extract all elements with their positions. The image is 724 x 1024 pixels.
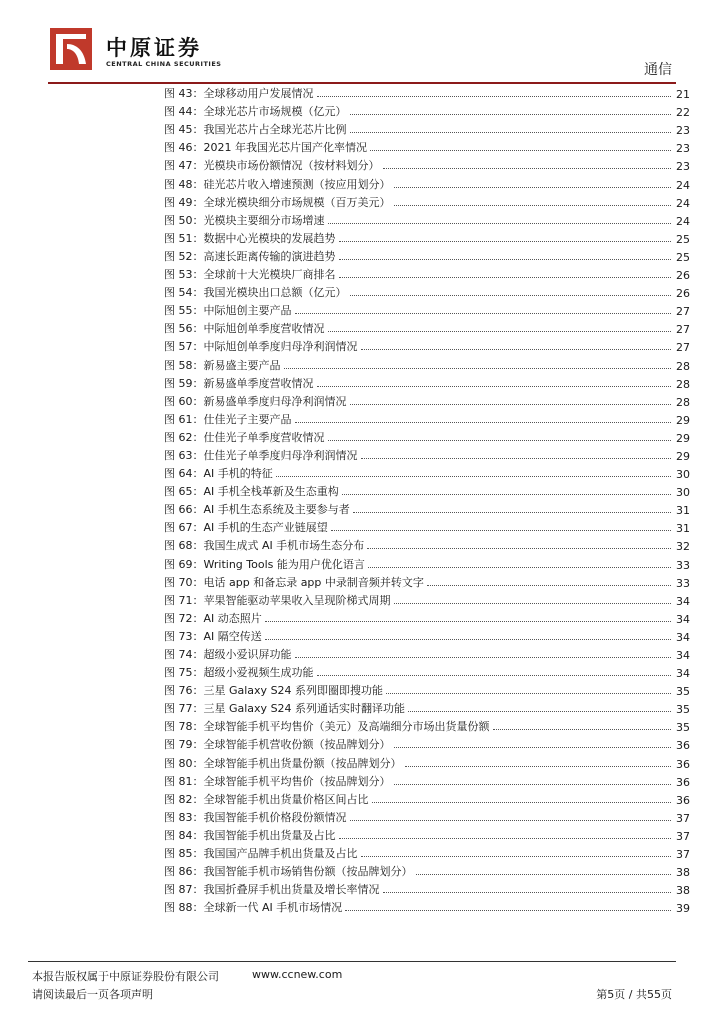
toc-entry-page: 23 [676,142,690,156]
toc-entry-label: 图 47：光模块市场份额情况（按材料划分） [164,159,380,173]
toc-entry[interactable] [164,590,690,608]
toc-entry[interactable] [164,445,690,463]
toc-entry-label: 图 63：仕佳光子单季度归母净利润情况 [164,448,358,462]
toc-dot-leader [350,404,672,405]
toc-entry[interactable] [164,137,690,155]
toc-entry-label: 图 59：新易盛单季度营收情况 [164,376,314,390]
toc-dot-leader [394,205,672,206]
toc-entry[interactable] [164,752,690,770]
toc-entry-page: 36 [676,757,690,771]
toc-dot-leader [353,512,671,513]
toc-dot-leader [350,295,672,296]
toc-entry[interactable] [164,210,690,228]
toc-entry-label: 图 65：AI 手机全栈革新及生态重构 [164,485,339,499]
toc-entry[interactable] [164,698,690,716]
toc-entry[interactable] [164,535,690,553]
toc-entry-label: 图 54：我国光模块出口总额（亿元） [164,286,347,300]
toc-dot-leader [350,114,672,115]
toc-entry-label: 图 76：三星 Galaxy S24 系列即圈即搜功能 [164,684,384,698]
toc-entry-page: 37 [676,829,690,843]
toc-entry[interactable] [164,843,690,861]
toc-dot-leader [368,567,671,568]
toc-entry-label: 图 75：超级小爱视频生成功能 [164,666,314,680]
toc-entry[interactable] [164,264,690,282]
toc-entry-page: 34 [676,612,690,626]
logo-text-en: CENTRAL CHINA SECURITIES [106,60,222,68]
toc-entry[interactable] [164,409,690,427]
toc-dot-leader [493,729,672,730]
toc-dot-leader [284,368,672,369]
toc-entry-page: 35 [676,721,690,735]
toc-entry[interactable] [164,463,690,481]
toc-entry-page: 35 [676,703,690,717]
toc-entry[interactable] [164,517,690,535]
toc-entry-label: 图 50：光模块主要细分市场增速 [164,213,325,227]
toc-entry-label: 图 55：中际旭创主要产品 [164,304,292,318]
toc-entry-label: 图 80：全球智能手机出货量份额（按品牌划分） [164,756,402,770]
toc-entry[interactable] [164,373,690,391]
toc-entry-label: 图 66：AI 手机生态系统及主要参与者 [164,503,350,517]
toc-entry-page: 37 [676,848,690,862]
toc-entry-page: 24 [676,178,690,192]
toc-entry[interactable] [164,155,690,173]
toc-entry-page: 29 [676,449,690,463]
toc-entry-label: 图 74：超级小爱识屏功能 [164,648,292,661]
toc-entry-label: 图 72：AI 动态照片 [164,611,262,625]
toc-dot-leader [317,96,672,97]
toc-entry[interactable] [164,228,690,246]
logo-mark-icon [50,28,92,70]
toc-entry[interactable] [164,572,690,590]
toc-entry-page: 31 [676,522,690,536]
toc-entry[interactable] [164,771,690,789]
toc-entry-label: 图 79：全球智能手机营收份额（按品牌划分） [164,738,391,752]
toc-entry-label: 图 60：新易盛单季度归母净利润情况 [164,394,347,408]
toc-entry[interactable] [164,861,690,879]
toc-entry-label: 图 87：我国折叠屏手机出货量及增长率情况 [164,883,380,897]
toc-dot-leader [265,621,671,622]
footer-copyright: 本报告版权属于中原证券股份有限公司 [32,970,219,983]
toc-entry-page: 27 [676,341,690,355]
figure-index-list [164,83,690,915]
toc-entry-label: 图 67：AI 手机的生态产业链展望 [164,521,328,535]
toc-entry-page: 23 [676,124,690,138]
toc-entry-label: 图 57：中际旭创单季度归母净利润情况 [164,340,358,354]
toc-dot-leader [339,838,672,839]
toc-entry-page: 28 [676,395,690,409]
toc-entry-label: 图 46：2021 年我国光芯片国产化率情况 [164,141,367,155]
toc-entry-page: 36 [676,793,690,807]
toc-entry-page: 28 [676,377,690,391]
toc-entry-label: 图 58：新易盛主要产品 [164,358,281,372]
toc-dot-leader [342,494,671,495]
toc-entry[interactable] [164,300,690,318]
toc-entry-label: 图 69：Writing Tools 能为用户优化语言 [164,557,365,571]
toc-entry[interactable] [164,336,690,354]
toc-entry[interactable] [164,825,690,843]
toc-dot-leader [394,187,672,188]
toc-entry-label: 图 49：全球光模块细分市场规模（百万美元） [164,195,391,209]
toc-entry-page: 34 [676,667,690,681]
toc-entry-label: 图 78：全球智能手机平均售价（美元）及高端细分市场出货量份额 [164,720,490,734]
toc-entry[interactable] [164,553,690,571]
toc-dot-leader [328,223,672,224]
toc-entry-label: 图 44：全球光芯片市场规模（亿元） [164,105,347,119]
toc-dot-leader [383,168,672,169]
toc-entry-page: 34 [676,630,690,644]
toc-entry-page: 22 [676,106,690,120]
page-number: 第5页 / 共55页 [596,988,672,1001]
toc-entry-label: 图 62：仕佳光子单季度营收情况 [164,430,325,444]
toc-dot-leader [361,458,672,459]
toc-dot-leader [331,530,671,531]
toc-entry[interactable] [164,83,690,101]
toc-entry-page: 35 [676,685,690,699]
toc-entry[interactable] [164,897,690,915]
toc-entry-label: 图 85：我国国产品牌手机出货量及占比 [164,847,358,861]
toc-entry-page: 27 [676,305,690,319]
toc-entry-label: 图 61：仕佳光子主要产品 [164,412,292,426]
toc-entry-label: 图 51：数据中心光模块的发展趋势 [164,231,336,245]
toc-entry-page: 36 [676,739,690,753]
toc-dot-leader [394,603,672,604]
toc-entry-page: 26 [676,269,690,283]
toc-dot-leader [383,892,672,893]
toc-entry[interactable] [164,499,690,517]
toc-entry-label: 图 71：苹果智能驱动苹果收入呈现阶梯式周期 [164,593,391,607]
toc-entry-page: 25 [676,232,690,246]
toc-entry-page: 31 [676,504,690,518]
toc-entry[interactable] [164,354,690,372]
toc-entry[interactable] [164,608,690,626]
toc-dot-leader [339,277,672,278]
toc-entry-page: 30 [676,486,690,500]
toc-entry[interactable] [164,101,690,119]
toc-entry-label: 图 82：全球智能手机出货量价格区间占比 [164,792,369,806]
toc-entry-page: 26 [676,287,690,301]
toc-entry-page: 36 [676,775,690,789]
toc-dot-leader [345,910,671,911]
toc-entry-page: 39 [676,902,690,916]
toc-entry-label: 图 45：我国光芯片占全球光芯片比例 [164,123,347,137]
toc-dot-leader [339,259,672,260]
toc-entry-label: 图 48：硅光芯片收入增速预测（按应用划分） [164,177,391,191]
toc-entry-label: 图 70：电话 app 和备忘录 app 中录制音频并转文字 [164,575,424,589]
toc-entry-page: 23 [676,160,690,174]
toc-entry[interactable] [164,391,690,409]
toc-entry[interactable] [164,644,690,662]
toc-entry-label: 图 43：全球移动用户发展情况 [164,87,314,101]
toc-dot-leader [367,548,671,549]
toc-entry-page: 29 [676,431,690,445]
toc-entry[interactable] [164,626,690,644]
toc-entry-label: 图 83：我国智能手机价格段份额情况 [164,810,347,824]
toc-entry[interactable] [164,879,690,897]
toc-entry[interactable] [164,789,690,807]
toc-dot-leader [295,422,672,423]
toc-dot-leader [317,386,672,387]
toc-entry-page: 37 [676,811,690,825]
toc-entry[interactable] [164,481,690,499]
toc-dot-leader [386,693,671,694]
toc-entry-page: 27 [676,323,690,337]
toc-entry-label: 图 53：全球前十大光模块厂商排名 [164,268,336,282]
toc-entry-page: 34 [676,594,690,608]
toc-entry[interactable] [164,734,690,752]
toc-entry[interactable] [164,173,690,191]
toc-entry-page: 29 [676,413,690,427]
footer-divider [28,961,676,962]
toc-entry-page: 28 [676,359,690,373]
toc-entry-label: 图 52：高速长距离传输的演进趋势 [164,249,336,263]
toc-dot-leader [394,747,672,748]
toc-dot-leader [416,874,672,875]
toc-entry[interactable] [164,427,690,445]
toc-entry-label: 图 86：我国智能手机市场销售份额（按品牌划分） [164,865,413,879]
toc-entry-label: 图 73：AI 隔空传送 [164,629,262,643]
toc-dot-leader [361,856,672,857]
toc-entry-page: 24 [676,196,690,210]
toc-entry-label: 图 68：我国生成式 AI 手机市场生态分布 [164,539,365,553]
toc-entry-page: 25 [676,250,690,264]
toc-entry-label: 图 84：我国智能手机出货量及占比 [164,828,336,842]
toc-entry-page: 32 [676,540,690,554]
toc-entry-page: 33 [676,576,690,590]
toc-dot-leader [394,784,672,785]
toc-dot-leader [405,766,672,767]
toc-entry-label: 图 56：中际旭创单季度营收情况 [164,322,325,336]
footer-url-link[interactable]: www.ccnew.com [252,968,343,981]
toc-dot-leader [295,313,672,314]
toc-entry-label: 图 88：全球新一代 AI 手机市场情况 [164,901,343,915]
toc-entry[interactable] [164,716,690,734]
toc-dot-leader [350,820,672,821]
toc-dot-leader [339,241,672,242]
toc-dot-leader [427,585,671,586]
toc-entry-page: 38 [676,884,690,898]
logo-text-cn: 中原证券 [106,35,202,60]
toc-entry-label: 图 64：AI 手机的特征 [164,467,273,481]
toc-entry-page: 33 [676,558,690,572]
toc-entry[interactable] [164,662,690,680]
toc-entry[interactable] [164,807,690,825]
toc-entry[interactable] [164,318,690,336]
toc-dot-leader [328,331,672,332]
company-logo [50,28,230,78]
toc-dot-leader [370,150,671,151]
toc-entry[interactable] [164,192,690,210]
toc-dot-leader [408,711,671,712]
footer-disclaimer: 请阅读最后一页各项声明 [32,988,153,1001]
toc-entry-label: 图 77：三星 Galaxy S24 系列通话实时翻译功能 [164,702,406,716]
toc-entry[interactable] [164,680,690,698]
toc-dot-leader [372,802,672,803]
toc-dot-leader [328,440,672,441]
toc-entry-page: 34 [676,649,690,662]
toc-entry-page: 24 [676,214,690,228]
toc-entry-page: 21 [676,88,690,102]
toc-dot-leader [276,476,671,477]
toc-entry[interactable] [164,119,690,137]
toc-dot-leader [317,675,672,676]
toc-entry[interactable] [164,246,690,264]
toc-entry-page: 38 [676,866,690,880]
toc-dot-leader [361,349,672,350]
toc-entry-page: 30 [676,468,690,482]
toc-dot-leader [295,657,672,658]
toc-dot-leader [265,639,671,640]
toc-entry-label: 图 81：全球智能手机平均售价（按品牌划分） [164,774,391,788]
toc-dot-leader [350,132,672,133]
report-category: 通信 [644,62,672,78]
toc-entry[interactable] [164,282,690,300]
